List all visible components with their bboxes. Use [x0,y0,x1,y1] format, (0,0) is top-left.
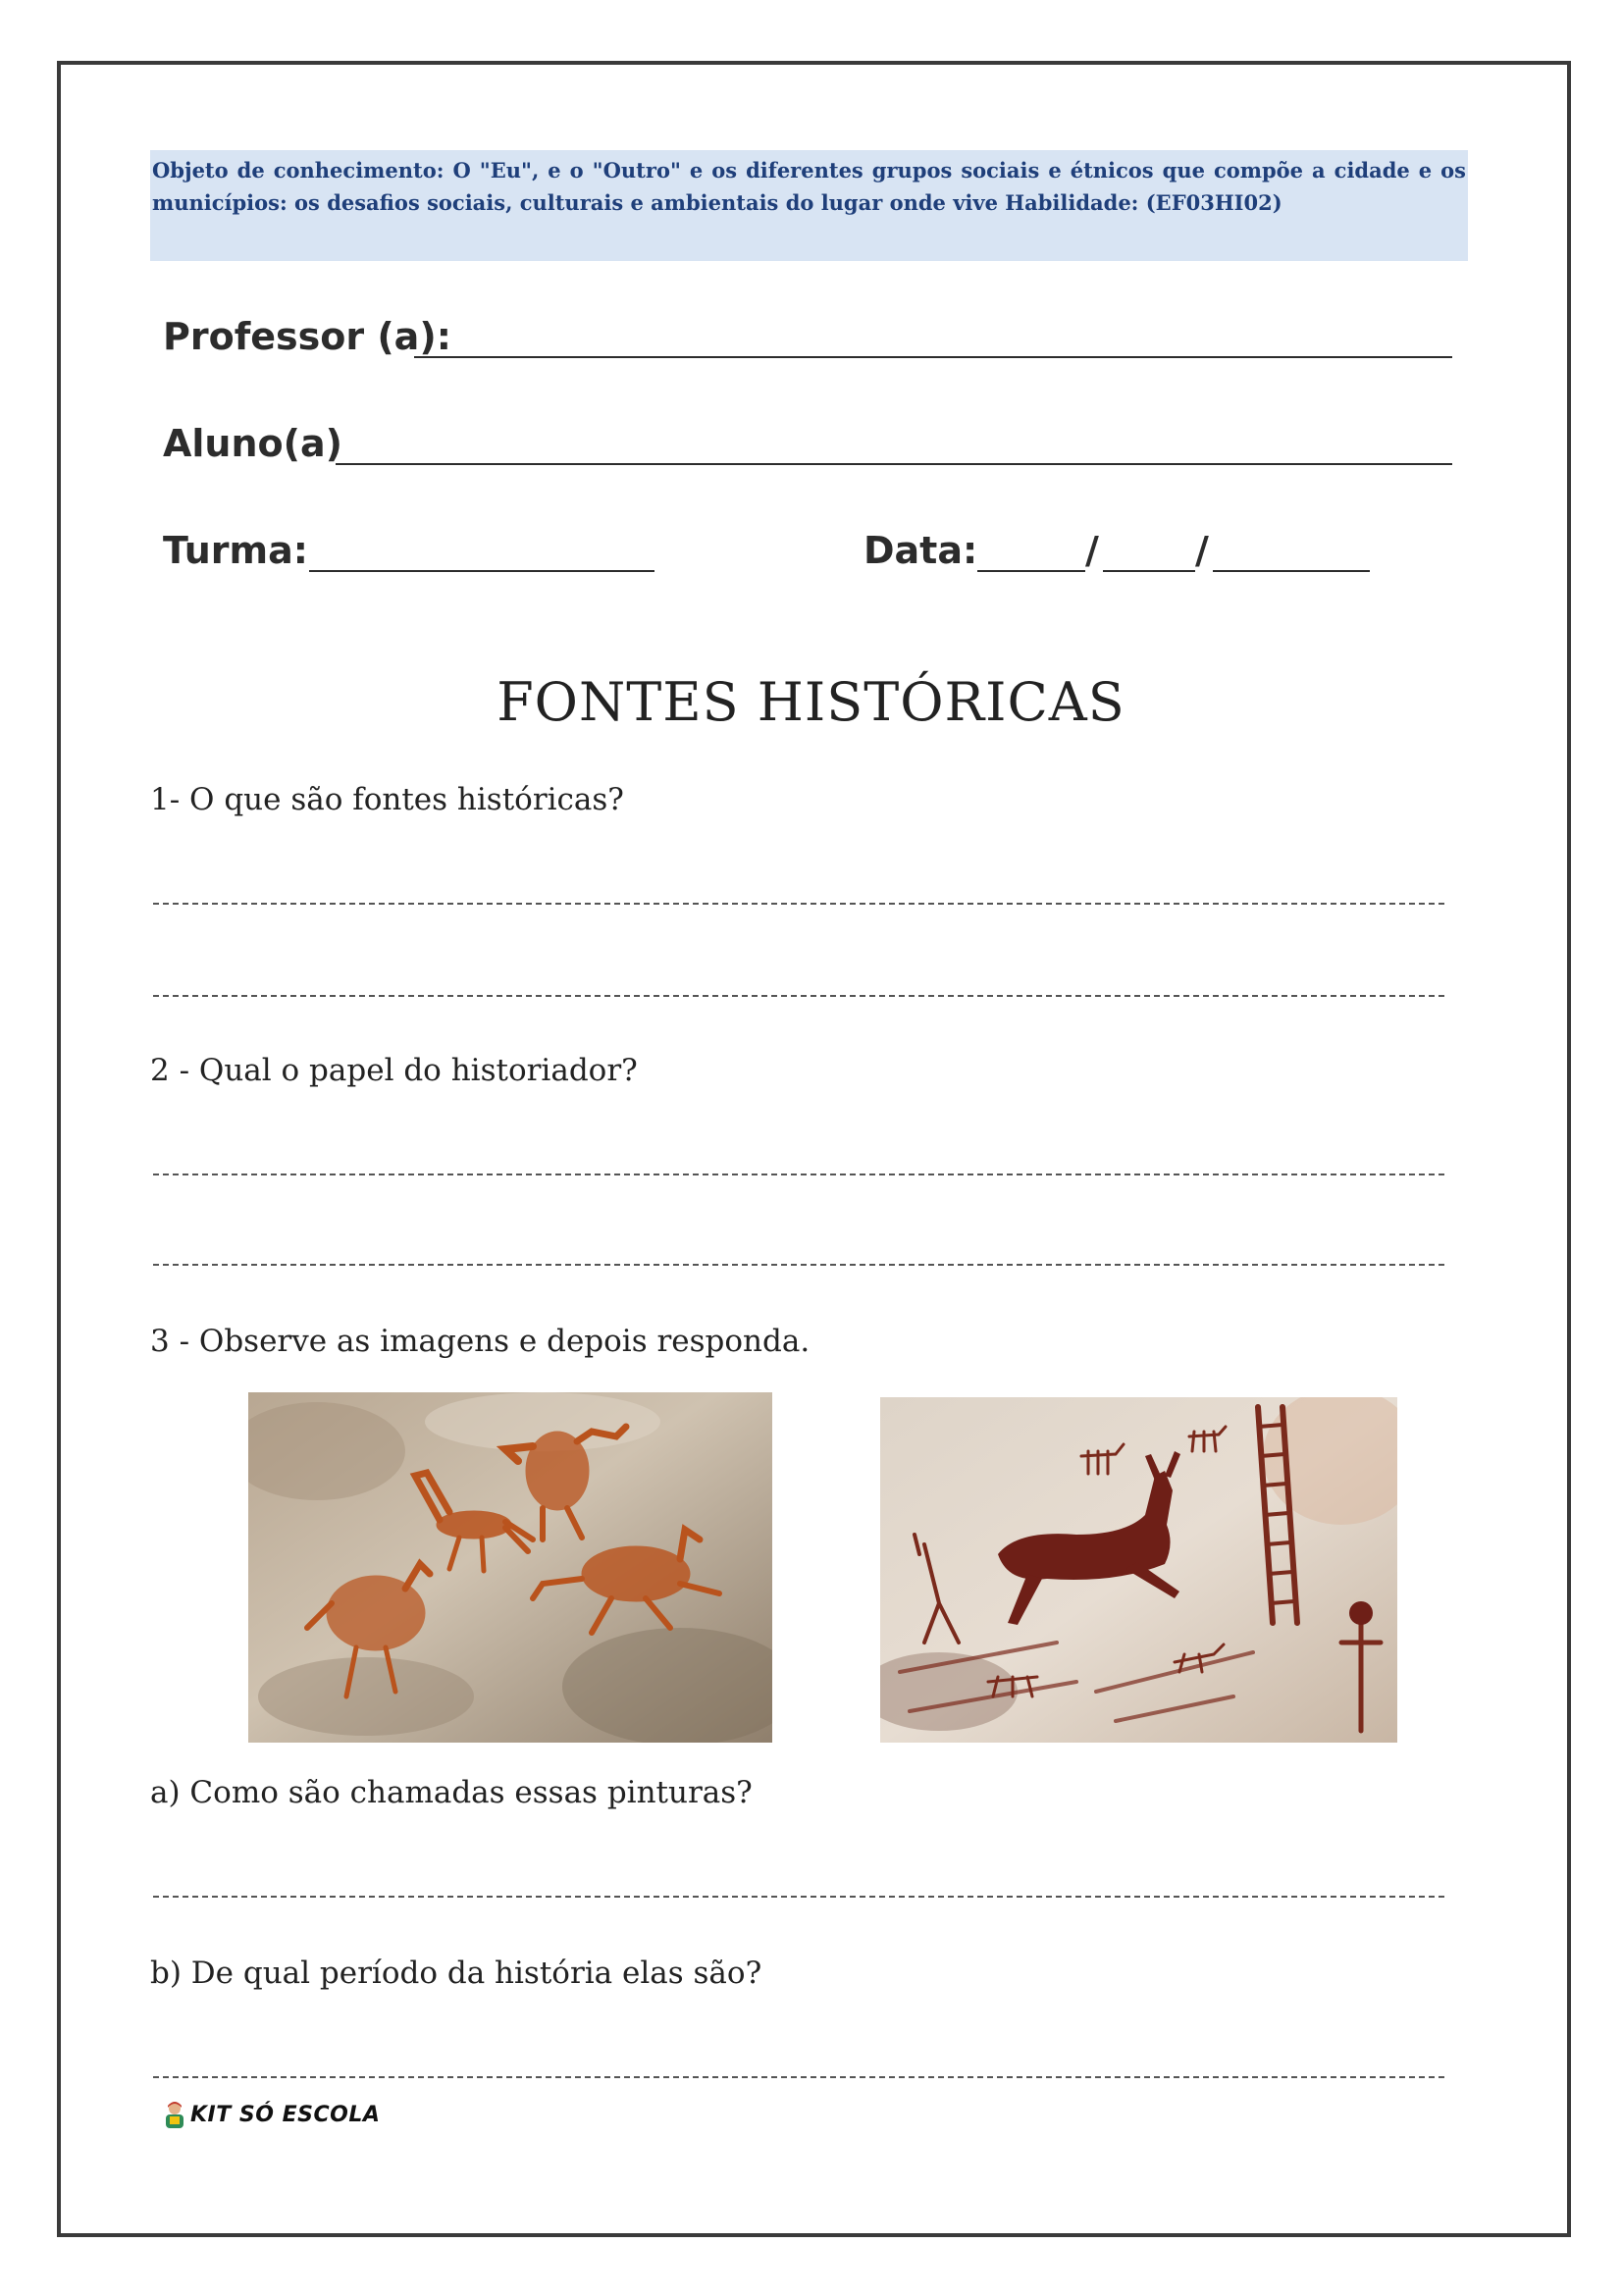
answer-line-2b[interactable] [153,1264,1444,1266]
question-3b: b) De qual período da história elas são? [150,1956,762,1991]
page-title: FONTES HISTÓRICAS [497,671,1125,733]
question-3: 3 - Observe as imagens e depois responda. [150,1324,811,1359]
professor-label: Professor (a): [163,315,451,358]
date-label: Data: [863,529,978,572]
professor-field[interactable] [414,356,1452,358]
student-label: Aluno(a) [163,422,343,465]
question-1: 1- O que são fontes históricas? [150,782,624,817]
answer-line-2a[interactable] [153,1174,1444,1175]
date-month-field[interactable] [1103,570,1195,572]
brand-logo [163,2101,380,2128]
knowledge-objective-box [150,150,1468,261]
rock-painting-image-left [248,1392,772,1743]
answer-line-1a[interactable] [153,903,1444,905]
page-border [57,61,1571,2237]
student-field[interactable] [336,463,1452,465]
answer-line-3b[interactable] [153,2076,1444,2078]
question-2: 2 - Qual o papel do historiador? [150,1053,638,1088]
question-3a: a) Como são chamadas essas pinturas? [150,1775,753,1810]
date-day-field[interactable] [977,570,1085,572]
student-icon [163,2101,186,2128]
date-year-field[interactable] [1213,570,1370,572]
rock-painting-image-right [880,1397,1397,1743]
class-field[interactable] [309,570,654,572]
brand-name: KIT SÓ ESCOLA [190,2102,381,2127]
date-slash-2: / [1195,529,1209,572]
answer-line-1b[interactable] [153,995,1444,997]
knowledge-objective-text: Objeto de conhecimento: O "Eu", e o "Outro" e os diferentes grupos sociais e étnicos que compõe a cidade e os municípios: os desafios sociais, culturais e ambientais do lugar onde vive Habilidade: (EF03HI02) [152,158,1466,215]
class-label: Turma: [163,529,308,572]
answer-line-3a[interactable] [153,1896,1444,1898]
date-slash-1: / [1085,529,1099,572]
